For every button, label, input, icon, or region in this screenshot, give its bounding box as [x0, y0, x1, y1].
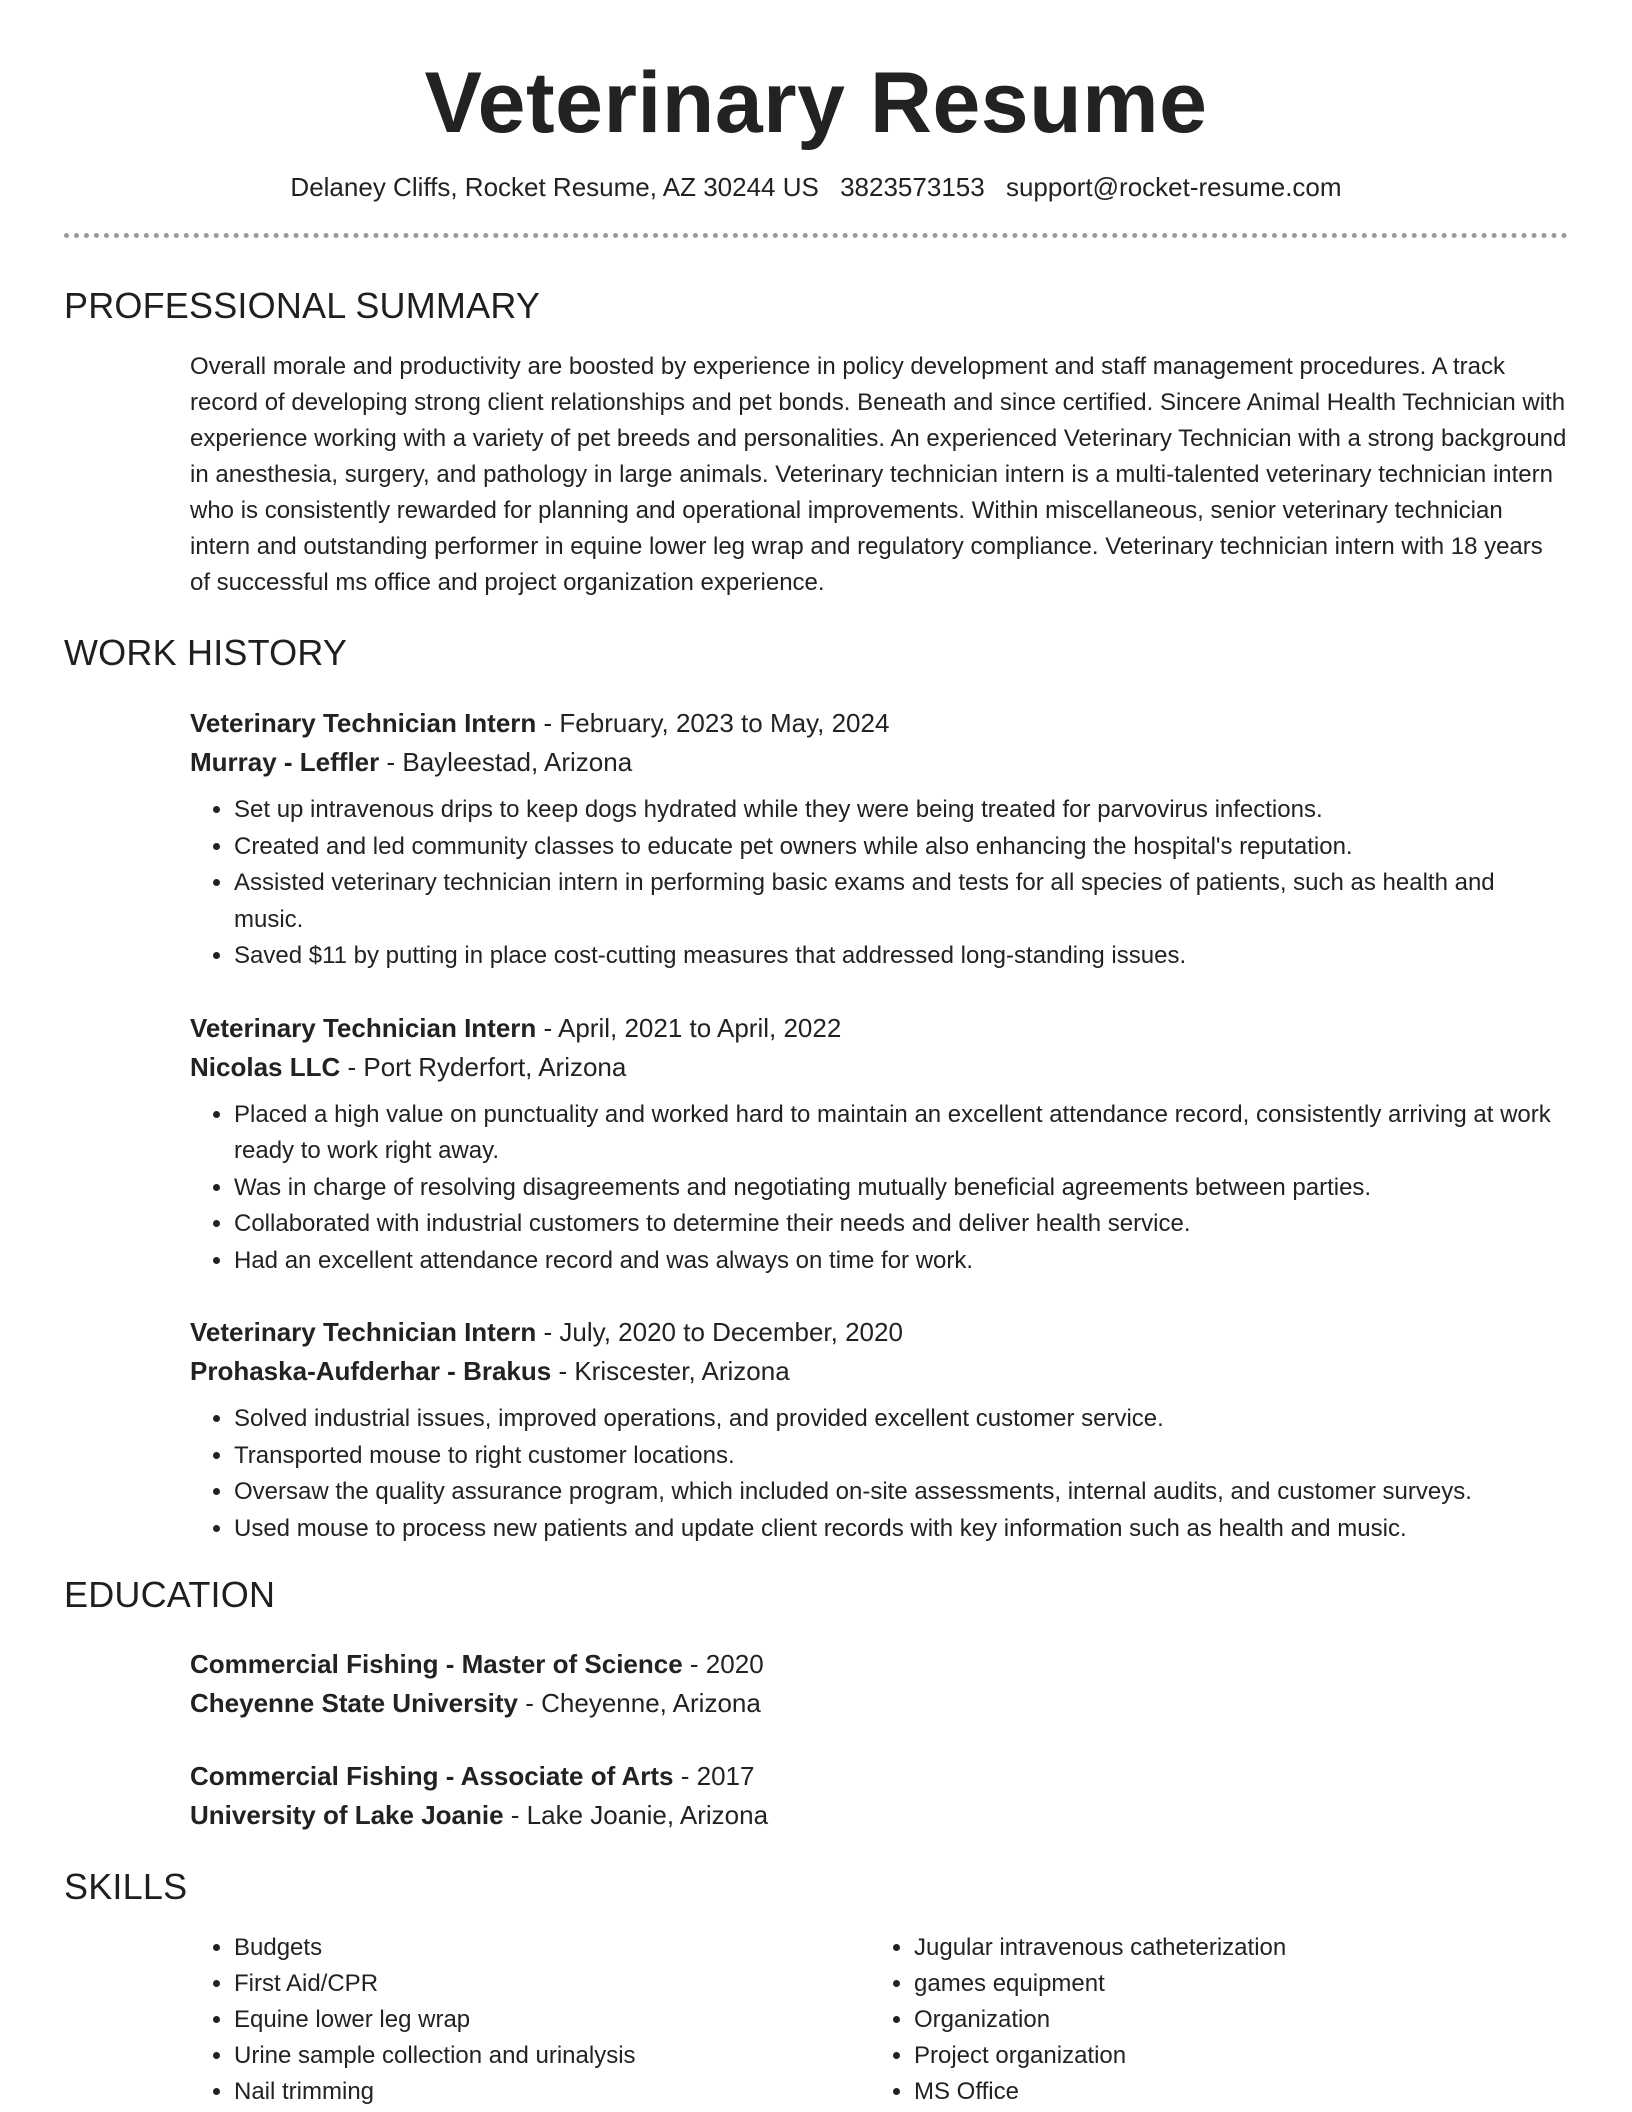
- job-title-line: [190, 1313, 1568, 1352]
- header-divider: [64, 233, 1568, 238]
- job-dates: - February, 2023 to May, 2024: [536, 708, 890, 739]
- education-degree: Commercial Fishing - Associate of Arts: [190, 1760, 674, 1791]
- skills-list-right: [870, 1930, 1550, 2110]
- list-item: • First Aid/CPR: [234, 1966, 870, 2002]
- summary-text: Overall morale and productivity are boosted by experience in policy development and staff management procedures. A track record of developing strong client relationships and pet bonds. Beneath and since certified. Sincere Animal Health Technician with experience working with a variety of pet breeds and personalities. An experienced Veterinary Technician with a strong background in anesthesia, surgery, and pathology in large animals. Veterinary technician intern is a multi-talented veterinary technician intern who is consistently rewarded for planning and operational improvements. Within miscellaneous, senior veterinary technician intern and outstanding performer in equine lower leg wrap and regulatory compliance. Veterinary technician intern with 18 years of successful ms office and project organization experience.: [190, 353, 1567, 597]
- job-title: Veterinary Technician Intern: [190, 708, 537, 739]
- job-title-line: [190, 1009, 1568, 1048]
- job-company-line: [190, 1048, 1568, 1087]
- education-school-line: [190, 1684, 1568, 1723]
- list-item: • Solved industrial issues, improved operations, and provided excellent customer service.: [234, 1401, 1568, 1438]
- job-company-line: [190, 743, 1568, 782]
- education-location: - Lake Joanie, Arizona: [503, 1799, 769, 1830]
- education-list: [190, 1645, 1568, 1835]
- list-item: • Equine lower leg wrap: [234, 2002, 870, 2038]
- job-location: - Kriscester, Arizona: [551, 1356, 790, 1387]
- job-dates: - April, 2021 to April, 2022: [536, 1012, 842, 1043]
- job-entry: [190, 704, 1568, 975]
- job-location: - Bayleestad, Arizona: [379, 747, 633, 778]
- job-entry: [190, 1313, 1568, 1547]
- job-title: Veterinary Technician Intern: [190, 1317, 537, 1348]
- list-item: • MS Office: [914, 2074, 1550, 2110]
- work-history-section: [64, 631, 1568, 1547]
- education-entry: [190, 1757, 1568, 1835]
- job-bullets: [190, 792, 1568, 975]
- contact-phone: 3823573153: [840, 172, 985, 203]
- skills-heading: SKILLS: [64, 1865, 188, 1907]
- list-item: • Transported mouse to right customer locations.: [234, 1438, 1568, 1475]
- education-degree: Commercial Fishing - Master of Science: [190, 1648, 683, 1679]
- list-item: • Saved $11 by putting in place cost-cutting measures that addressed long-standing issues.: [234, 938, 1568, 975]
- education-school-line: [190, 1796, 1568, 1835]
- list-item: • Urine sample collection and urinalysis: [234, 2038, 870, 2074]
- skills-columns: [190, 1930, 1568, 2110]
- job-company: Nicolas LLC: [190, 1051, 341, 1082]
- list-item: • Was in charge of resolving disagreements and negotiating mutually beneficial agreements between parties.: [234, 1170, 1568, 1207]
- work-history-list: [190, 704, 1568, 1547]
- list-item: • games equipment: [914, 1966, 1550, 2002]
- education-location: - Cheyenne, Arizona: [518, 1687, 761, 1718]
- education-year: - 2017: [673, 1760, 755, 1791]
- list-item: • Nail trimming: [234, 2074, 870, 2110]
- skills-section: [64, 1865, 1568, 2110]
- list-item: • Assisted veterinary technician intern in performing basic exams and tests for all species of patients, such as health and music.: [234, 865, 1568, 938]
- job-title: Veterinary Technician Intern: [190, 1012, 537, 1043]
- list-item: • Collaborated with industrial customers to determine their needs and deliver health service.: [234, 1206, 1568, 1243]
- contact-address: Delaney Cliffs, Rocket Resume, AZ 30244 US: [290, 172, 819, 203]
- summary-heading: PROFESSIONAL SUMMARY: [64, 284, 541, 326]
- education-school: Cheyenne State University: [190, 1687, 519, 1718]
- work-history-heading: WORK HISTORY: [64, 632, 348, 674]
- education-degree-line: [190, 1645, 1568, 1684]
- education-degree-line: [190, 1757, 1568, 1796]
- contact-email: support@rocket-resume.com: [1005, 172, 1342, 203]
- education-year: - 2020: [682, 1648, 764, 1679]
- summary-section: [64, 284, 1568, 601]
- list-item: • Created and led community classes to educate pet owners while also enhancing the hospital's reputation.: [234, 829, 1568, 866]
- education-section: [64, 1573, 1568, 1834]
- list-item: • Jugular intravenous catheterization: [914, 1930, 1550, 1966]
- job-company-line: [190, 1352, 1568, 1391]
- job-bullets: [190, 1097, 1568, 1280]
- list-item: • Budgets: [234, 1930, 870, 1966]
- job-title-line: [190, 704, 1568, 743]
- job-dates: - July, 2020 to December, 2020: [536, 1317, 903, 1348]
- skills-list-left: [190, 1930, 870, 2110]
- list-item: • Organization: [914, 2002, 1550, 2038]
- job-entry: [190, 1009, 1568, 1280]
- list-item: • Used mouse to process new patients and update client records with key information such as health and music.: [234, 1511, 1568, 1548]
- job-bullets: [190, 1401, 1568, 1547]
- job-company: Murray - Leffler: [190, 747, 380, 778]
- contact-line: [64, 171, 1568, 205]
- page-title: Veterinary Resume: [424, 55, 1208, 151]
- list-item: • Set up intravenous drips to keep dogs hydrated while they were being treated for parvovirus infections.: [234, 792, 1568, 829]
- list-item: • Placed a high value on punctuality and worked hard to maintain an excellent attendance record, consistently arriving at work ready to work right away.: [234, 1097, 1568, 1170]
- job-location: - Port Ryderfort, Arizona: [340, 1051, 627, 1082]
- education-school: University of Lake Joanie: [190, 1799, 504, 1830]
- list-item: • Had an excellent attendance record and was always on time for work.: [234, 1243, 1568, 1280]
- list-item: • Project organization: [914, 2038, 1550, 2074]
- education-entry: [190, 1645, 1568, 1723]
- list-item: • Oversaw the quality assurance program, which included on-site assessments, internal audits, and customer surveys.: [234, 1474, 1568, 1511]
- job-company: Prohaska-Aufderhar - Brakus: [190, 1356, 552, 1387]
- education-heading: EDUCATION: [64, 1574, 276, 1616]
